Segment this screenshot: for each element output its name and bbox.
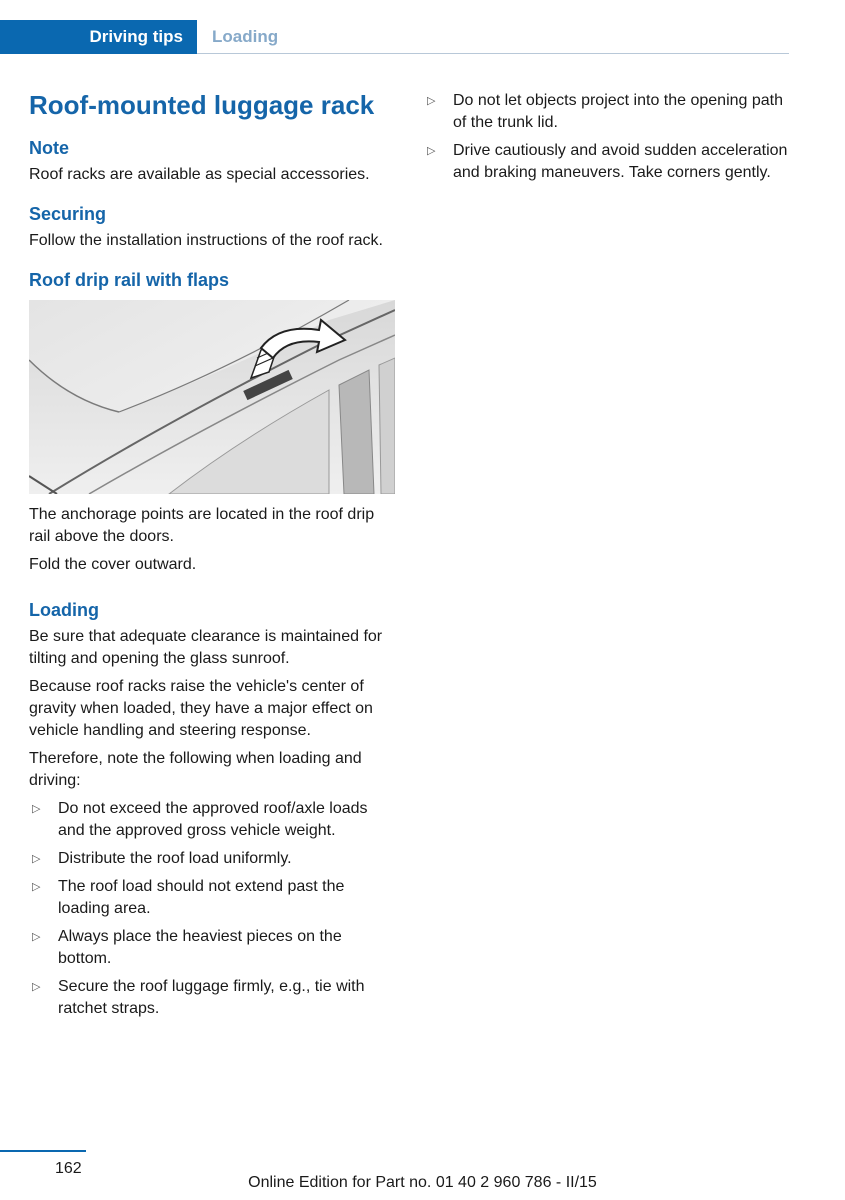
- drip-rail-section: [29, 268, 397, 576]
- triangle-right-icon: ▷: [32, 931, 41, 943]
- list-item: ▷ Secure the roof luggage firmly, e.g., tie with ratchet straps.: [32, 978, 365, 1017]
- loading-paragraph-1: Be sure that adequate clearance is maintained for tilting and opening the glass sunroof.: [29, 628, 383, 667]
- loading-section: [29, 598, 397, 1020]
- triangle-right-icon: ▷: [32, 881, 41, 893]
- list-item: ▷ Distribute the roof load uniformly.: [29, 848, 397, 870]
- roof-drip-rail-illustration: [29, 300, 395, 494]
- page-title: Roof-mounted luggage rack: [29, 90, 375, 120]
- chapter-title: Driving tips: [89, 27, 183, 46]
- drip-rail-text-1: The anchorage points are located in the roof drip rail above the doors.: [29, 506, 375, 545]
- right-column: [424, 90, 794, 190]
- page-number: 162: [55, 1160, 82, 1177]
- triangle-right-icon: ▷: [427, 95, 436, 107]
- list-item: ▷ The roof load should not extend past the loading area.: [32, 878, 345, 917]
- note-heading: Note: [29, 138, 69, 158]
- drip-rail-text-2: Fold the cover outward.: [29, 556, 197, 573]
- triangle-right-icon: ▷: [32, 981, 41, 993]
- loading-bullet-list: [29, 798, 397, 1020]
- chapter-tab: [0, 20, 197, 54]
- list-item: ▷ Do not exceed the approved roof/axle loads and the approved gross vehicle weight.: [32, 800, 368, 839]
- list-item: ▷ Drive cautiously and avoid sudden acceleration and braking maneuvers. Take corners gently.: [427, 142, 788, 181]
- section-title: Loading: [212, 27, 279, 46]
- loading-heading: Loading: [29, 600, 99, 620]
- securing-section: [29, 202, 397, 252]
- triangle-right-icon: ▷: [427, 145, 436, 157]
- triangle-right-icon: ▷: [32, 803, 41, 815]
- list-item: ▷ Do not let objects project into the opening path of the trunk lid.: [427, 92, 783, 131]
- edition-footer: Online Edition for Part no. 01 40 2 960 786 - II/15: [248, 1174, 597, 1191]
- triangle-right-icon: ▷: [32, 853, 41, 865]
- drip-rail-heading: Roof drip rail with flaps: [29, 270, 230, 290]
- securing-text: Follow the installation instructions of the roof rack.: [29, 232, 383, 249]
- loading-paragraph-3: Therefore, note the following when loading and driving:: [29, 750, 362, 789]
- list-item: ▷ Always place the heaviest pieces on the bottom.: [32, 928, 342, 967]
- header-divider: [197, 53, 789, 54]
- securing-heading: Securing: [29, 204, 107, 224]
- footer-divider: [0, 1150, 86, 1152]
- loading-paragraph-2: Because roof racks raise the vehicle's center of gravity when loaded, they have a major effect on vehicle handling and steering response.: [29, 678, 373, 739]
- note-section: [29, 136, 397, 186]
- note-text: Roof racks are available as special accessories.: [29, 166, 370, 183]
- driving-bullet-list: [424, 90, 794, 184]
- left-column: [29, 88, 397, 1036]
